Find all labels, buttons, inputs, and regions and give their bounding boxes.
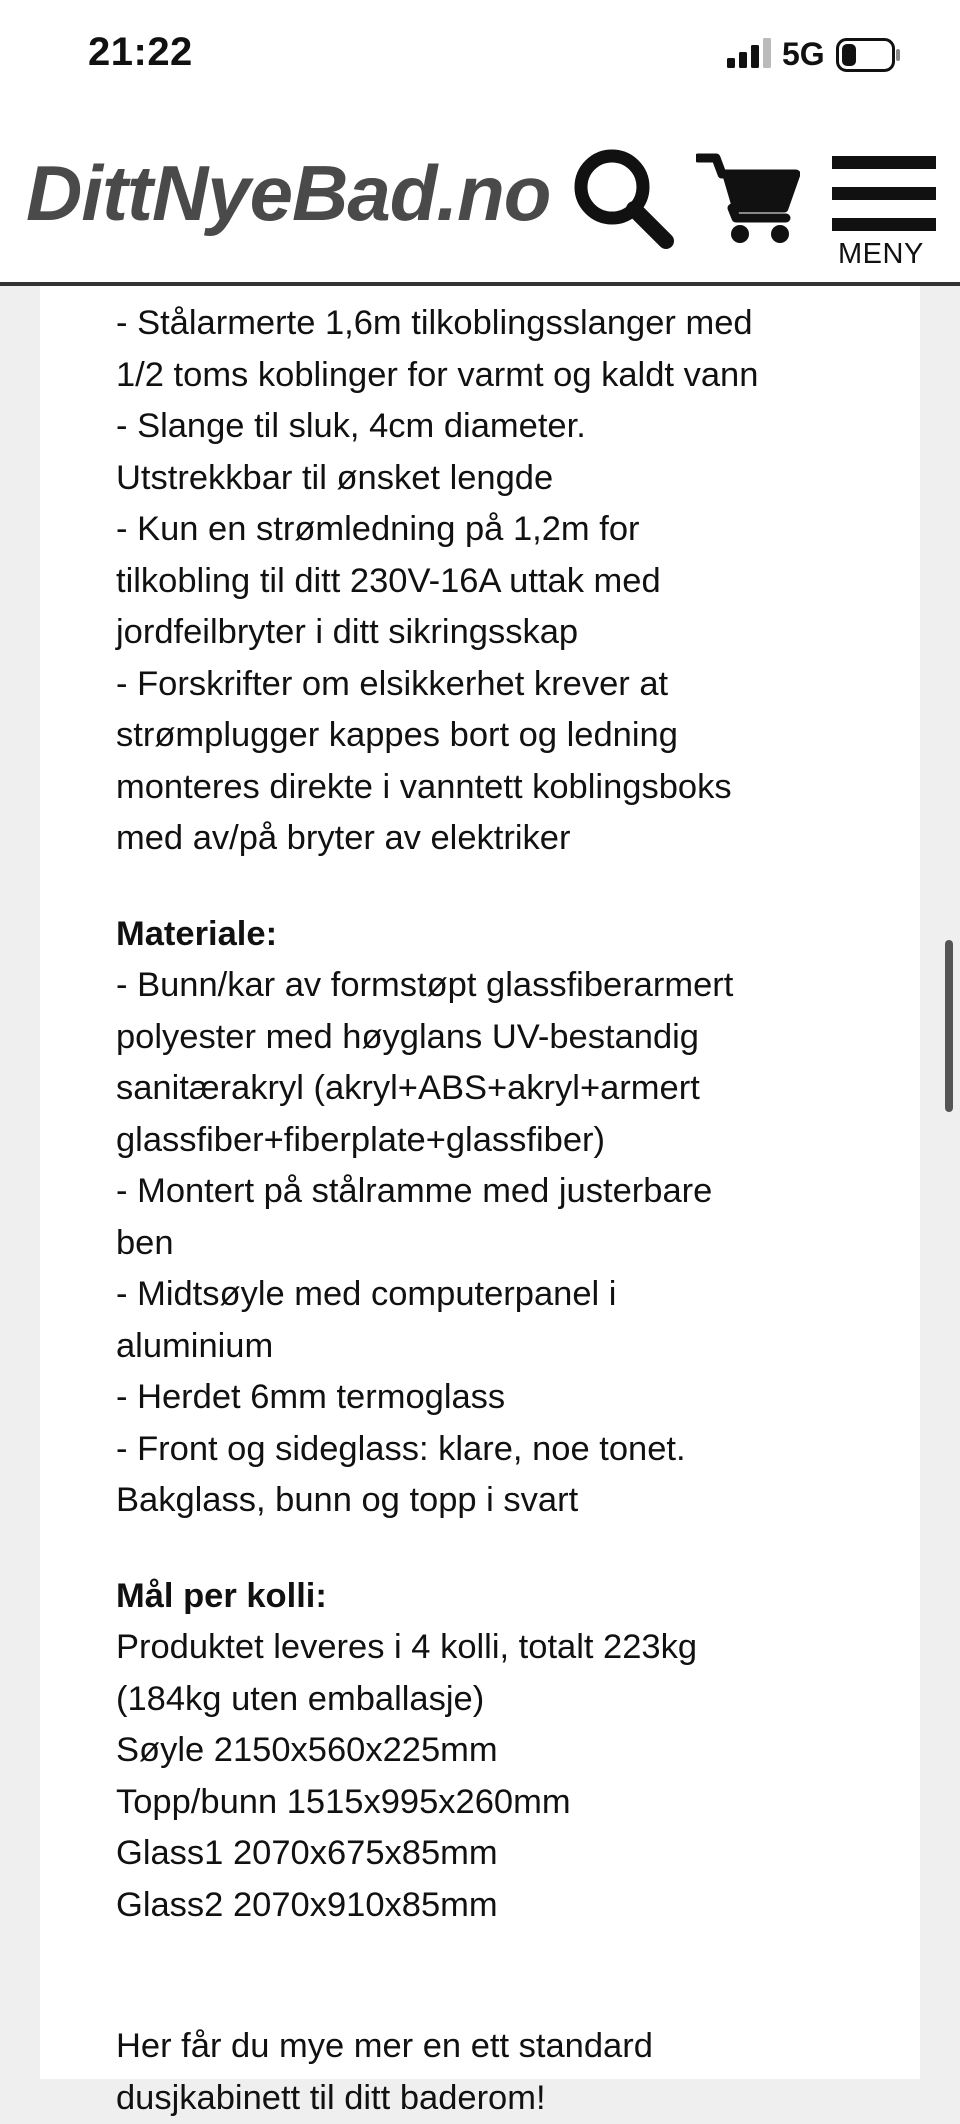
- text-line: - Forskrifter om elsikkerhet krever at: [116, 659, 906, 711]
- cart-icon[interactable]: [696, 150, 800, 246]
- text-line: tilkobling til ditt 230V-16A uttak med: [116, 556, 906, 608]
- text-line: glassfiber+fiberplate+glassfiber): [116, 1115, 906, 1167]
- text-line: Utstrekkbar til ønsket lengde: [116, 453, 906, 505]
- text-line: monteres direkte i vanntett koblingsboks: [116, 762, 906, 814]
- dimensions-heading: Mål per kolli:: [116, 1571, 906, 1623]
- signal-bars-icon: [727, 38, 771, 68]
- text-line: - Kun en strømledning på 1,2m for: [116, 504, 906, 556]
- search-icon[interactable]: [570, 145, 676, 251]
- battery-low-icon: [836, 38, 902, 72]
- scroll-indicator[interactable]: [945, 940, 953, 1112]
- status-bar: [0, 0, 960, 110]
- site-logo[interactable]: DittNyeBad.no: [26, 148, 550, 239]
- text-line: Glass2 2070x910x85mm: [116, 1880, 906, 1932]
- text-line: - Stålarmerte 1,6m tilkoblingsslanger med: [116, 298, 906, 350]
- text-line: - Herdet 6mm termoglass: [116, 1372, 906, 1424]
- text-line: sanitærakryl (akryl+ABS+akryl+armert: [116, 1063, 906, 1115]
- text-line: - Midtsøyle med computerpanel i: [116, 1269, 906, 1321]
- text-line: polyester med høyglans UV-bestandig: [116, 1012, 906, 1064]
- text-line: - Front og sideglass: klare, noe tonet.: [116, 1424, 906, 1476]
- network-type: 5G: [782, 36, 825, 73]
- description-text: [116, 298, 906, 2124]
- hamburger-icon: [832, 156, 936, 236]
- menu-label: MENY: [838, 238, 924, 271]
- text-line: 1/2 toms koblinger for varmt og kaldt vann: [116, 350, 906, 402]
- menu-button[interactable]: [828, 156, 938, 276]
- product-description: [40, 286, 920, 2079]
- status-time: 21:22: [88, 30, 193, 75]
- text-line: - Bunn/kar av formstøpt glassfiberarmert: [116, 960, 906, 1012]
- text-line: Topp/bunn 1515x995x260mm: [116, 1777, 906, 1829]
- text-line: Søyle 2150x560x225mm: [116, 1725, 906, 1777]
- text-line: - Montert på stålramme med justerbare: [116, 1166, 906, 1218]
- text-line: strømplugger kappes bort og ledning: [116, 710, 906, 762]
- text-line: Her får du mye mer en ett standard: [116, 2021, 906, 2073]
- text-line: jordfeilbryter i ditt sikringsskap: [116, 607, 906, 659]
- text-line: dusjkabinett til ditt baderom!: [116, 2073, 906, 2124]
- text-line: Bakglass, bunn og topp i svart: [116, 1475, 906, 1527]
- material-heading: Materiale:: [116, 909, 906, 961]
- text-line: Produktet leveres i 4 kolli, totalt 223kg: [116, 1622, 906, 1674]
- text-line: (184kg uten emballasje): [116, 1674, 906, 1726]
- text-line: ben: [116, 1218, 906, 1270]
- site-header: [0, 110, 960, 286]
- text-line: - Slange til sluk, 4cm diameter.: [116, 401, 906, 453]
- text-line: aluminium: [116, 1321, 906, 1373]
- text-line: Glass1 2070x675x85mm: [116, 1828, 906, 1880]
- text-line: med av/på bryter av elektriker: [116, 813, 906, 865]
